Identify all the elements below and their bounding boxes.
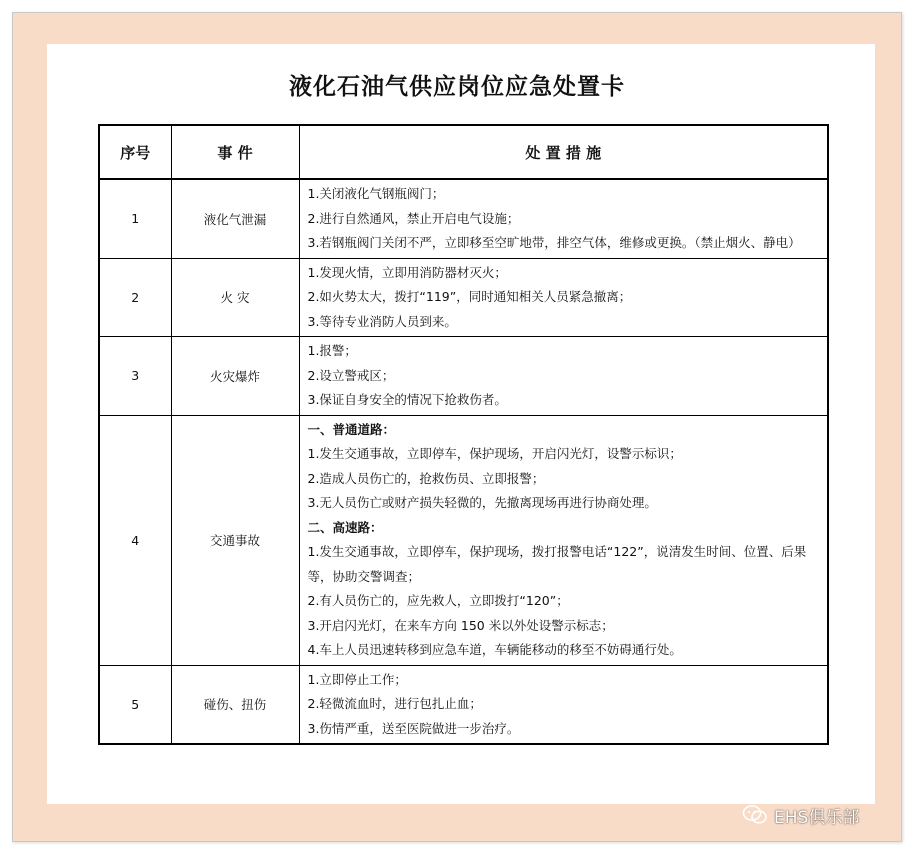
row-no: 3 [99, 337, 171, 416]
watermark [742, 802, 859, 828]
table-row [99, 415, 828, 665]
table-row [99, 337, 828, 416]
measure-line: 4.车上人员迅速转移到应急车道，车辆能移动的移至不妨碍通行处。 [307, 642, 682, 657]
header-no: 序号 [99, 125, 171, 179]
page-title: 液化石油气供应岗位应急处置卡 [289, 74, 625, 100]
measure-subheading: 一、普通道路： [307, 421, 396, 437]
measure-line: 1.发生交通事故，立即停车，保护现场，开启闪光灯，设警示标识； [307, 446, 682, 461]
row-event: 火灾爆炸 [171, 337, 299, 416]
measure-line: 2.进行自然通风，禁止开启电气设施； [307, 210, 520, 226]
row-event: 碰伤、扭伤 [171, 665, 299, 744]
header-event: 事 件 [171, 125, 299, 179]
measure-line: 3.保证自身安全的情况下抢救伤者。 [307, 392, 507, 407]
wechat-icon [742, 804, 768, 826]
measure-line: 3.开启闪光灯，在来车方向 150 米以外处设警示标志； [307, 617, 614, 633]
measure-line: 3.伤情严重，送至医院做进一步治疗。 [307, 720, 520, 736]
measure-line: 1.发生交通事故，立即停车，保护现场，拨打报警电话“122”，说清发生时间、位置、后果等，协助交警调查； [307, 544, 807, 584]
measure-line: 1.立即停止工作； [307, 671, 407, 687]
measure-line: 2.设立警戒区； [307, 367, 395, 383]
row-measures [299, 415, 828, 665]
measure-line: 2.造成人员伤亡的，抢救伤员、立即报警； [307, 470, 545, 486]
measure-subheading: 二、高速路： [307, 519, 383, 535]
row-measures [299, 258, 828, 337]
measure-line: 1.关闭液化气钢瓶阀门； [307, 186, 445, 201]
row-event: 交通事故 [171, 415, 299, 665]
measure-line: 3.若钢瓶阀门关闭不严，立即移至空旷地带，排空气体，维修或更换。（禁止烟火、静电） [307, 235, 801, 250]
row-no: 2 [99, 258, 171, 337]
row-no: 5 [99, 665, 171, 744]
row-no: 1 [99, 179, 171, 258]
measure-line: 3.无人员伤亡或财产损失轻微的，先撤离现场再进行协商处理。 [307, 495, 657, 510]
measure-line: 3.等待专业消防人员到来。 [307, 313, 457, 329]
emergency-card-table [98, 124, 829, 745]
measure-line: 2.如火势太大，拨打“119”，同时通知相关人员紧急撤离； [307, 289, 632, 304]
header-measures: 处 置 措 施 [299, 125, 828, 179]
row-event: 液化气泄漏 [171, 179, 299, 258]
measure-line: 1.报警； [307, 343, 357, 358]
table-row [99, 179, 828, 258]
table-row [99, 258, 828, 337]
measure-line: 2.轻微流血时，进行包扎止血； [307, 696, 482, 711]
measure-line: 2.有人员伤亡的，应先救人，立即拨打“120”； [307, 593, 569, 608]
row-measures [299, 665, 828, 744]
row-measures [299, 337, 828, 416]
row-no: 4 [99, 415, 171, 665]
row-measures [299, 179, 828, 258]
measure-line: 1.发现火情，立即用消防器材灭火； [307, 264, 507, 280]
row-event: 火 灾 [171, 258, 299, 337]
table-row [99, 665, 828, 744]
watermark-text: EHS俱乐部 [774, 807, 860, 828]
table-header-row [99, 125, 828, 179]
